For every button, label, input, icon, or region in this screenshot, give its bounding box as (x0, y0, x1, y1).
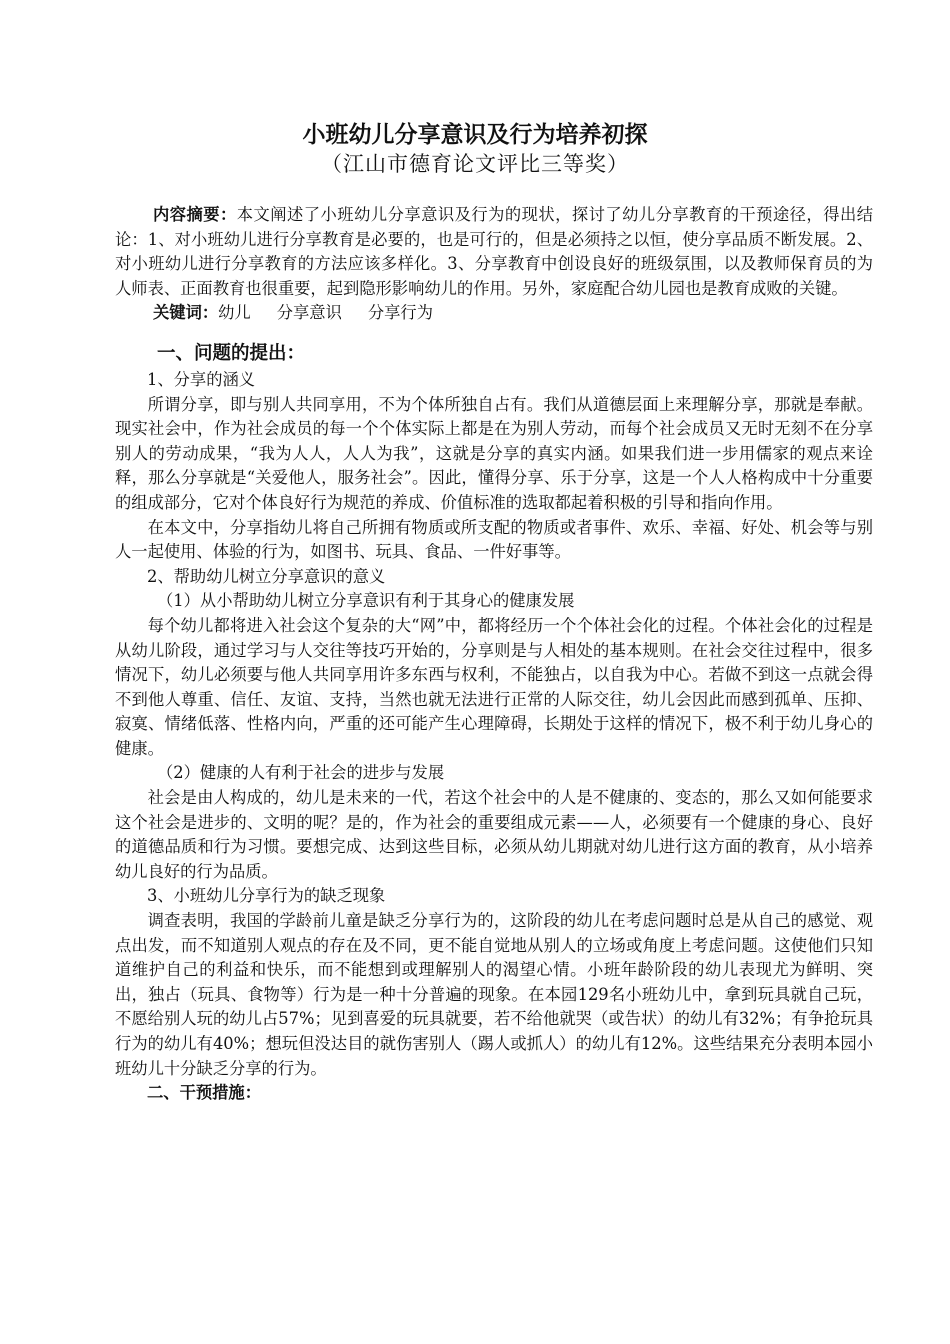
abstract-label: 内容摘要： (153, 205, 237, 224)
abstract-paragraph (115, 203, 873, 301)
keywords-label: 关键词： (153, 303, 219, 323)
body-paragraph: 调查表明，我国的学龄前儿童是缺乏分享行为的，这阶段的幼儿在考虑问题时总是从自己的感觉、观点出发，而不知道别人观点的存在及不同，更不能自觉地从别人的立场或角度上考虑问题。这使他们只知道维护自己的利益和快乐，而不能想到或理解别人的渴望心情。小班年龄阶段的幼儿表现尤为鲜明、突出，独占（玩具、食物等）行为是一种十分普遍的现象。在本园129名小班幼儿中，拿到玩具就自己玩，不愿给别人玩的幼儿占57%；见到喜爱的玩具就要，若不给他就哭（或告状）的幼儿有32%；有争抢玩具行为的幼儿有40%；想玩但没达目的就伤害别人（踢人或抓人）的幼儿有12%。这些结果充分表明本园小班幼儿十分缺乏分享的行为。 (115, 911, 873, 1078)
subsubsection-heading: （1）从小帮助幼儿树立分享意识有利于其身心的健康发展 (157, 591, 575, 611)
keyword-item: 幼儿 (218, 303, 251, 323)
abstract-text: 本文阐述了小班幼儿分享意识及行为的现状，探讨了幼儿分享教育的干预途径，得出结论：1、对小班幼儿进行分享教育是必要的，也是可行的，但是必须持之以恒，使分享品质不断发展。2、对小班幼儿进行分享教育的方法应该多样化。3、分享教育中创设良好的班级氛围，以及教师保育员的为人师表、正面教育也很重要，起到隐形影响幼儿的作用。另外，家庭配合幼儿园也是教育成败的关键。 (115, 205, 873, 298)
keywords-line (115, 301, 873, 326)
section-heading: 二、干预措施： (147, 1083, 261, 1103)
document-subtitle: （江山市德育论文评比三等奖） (321, 152, 629, 176)
subsection-heading: 2、帮助幼儿树立分享意识的意义 (147, 566, 386, 586)
document-body (115, 203, 873, 1106)
keyword-item: 分享意识 (276, 303, 342, 323)
body-paragraph: 每个幼儿都将进入社会这个复杂的大“网”中，都将经历一个个体社会化的过程。个体社会化的过程是从幼儿阶段，通过学习与人交往等技巧开始的，分享则是与人相处的基本规则。在社会交往过程中，很多情况下，幼儿必须要与他人共同享用许多东西与权利，不能独占，以自我为中心。若做不到这一点就会得不到他人尊重、信任、友谊、支持，当然也就无法进行正常的人际交往，幼儿会因此而感到孤单、压抑、寂寞、情绪低落、性格内向，严重的还可能产生心理障碍，长期处于这样的情况下，极不利于幼儿身心的健康。 (115, 615, 873, 758)
section-heading: 一、问题的提出： (157, 342, 306, 364)
subsection-heading: 3、小班幼儿分享行为的缺乏现象 (147, 886, 386, 906)
subsection-heading: 1、分享的涵义 (147, 369, 256, 389)
body-paragraph: 所谓分享，即与别人共同享用，不为个体所独自占有。我们从道德层面上来理解分享，那就是奉献。现实社会中，作为社会成员的每一个个体实际上都是在为别人劳动，而每个社会成员又无时无刻不在分享别人的劳动成果，“我为人人，人人为我”，这就是分享的真实内涵。如果我们进一步用儒家的观点来诠释，那么分享就是“关爱他人，服务社会”。因此，懂得分享、乐于分享，这是一个人人格构成中十分重要的组成部分，它对个体良好行为规范的养成、价值标准的选取都起着积极的引导和指向作用。 (115, 394, 873, 512)
keyword-item: 分享行为 (367, 303, 433, 323)
document-title: 小班幼儿分享意识及行为培养初探 (302, 122, 648, 148)
body-paragraph: 在本文中，分享指幼儿将自己所拥有物质或所支配的物质或者事件、欢乐、幸福、好处、机会等与别人一起使用、体验的行为，如图书、玩具、食品、一件好事等。 (115, 517, 873, 562)
subsubsection-heading: （2）健康的人有利于社会的进步与发展 (157, 763, 445, 783)
body-paragraph: 社会是由人构成的，幼儿是未来的一代，若这个社会中的人是不健康的、变态的，那么又如何能要求这个社会是进步的、文明的呢？是的，作为社会的重要组成元素——人，必须要有一个健康的身心、良好的道德品质和行为习惯。要想完成、达到这些目标，必须从幼儿期就对幼儿进行这方面的教育，从小培养幼儿良好的行为品质。 (115, 788, 873, 881)
